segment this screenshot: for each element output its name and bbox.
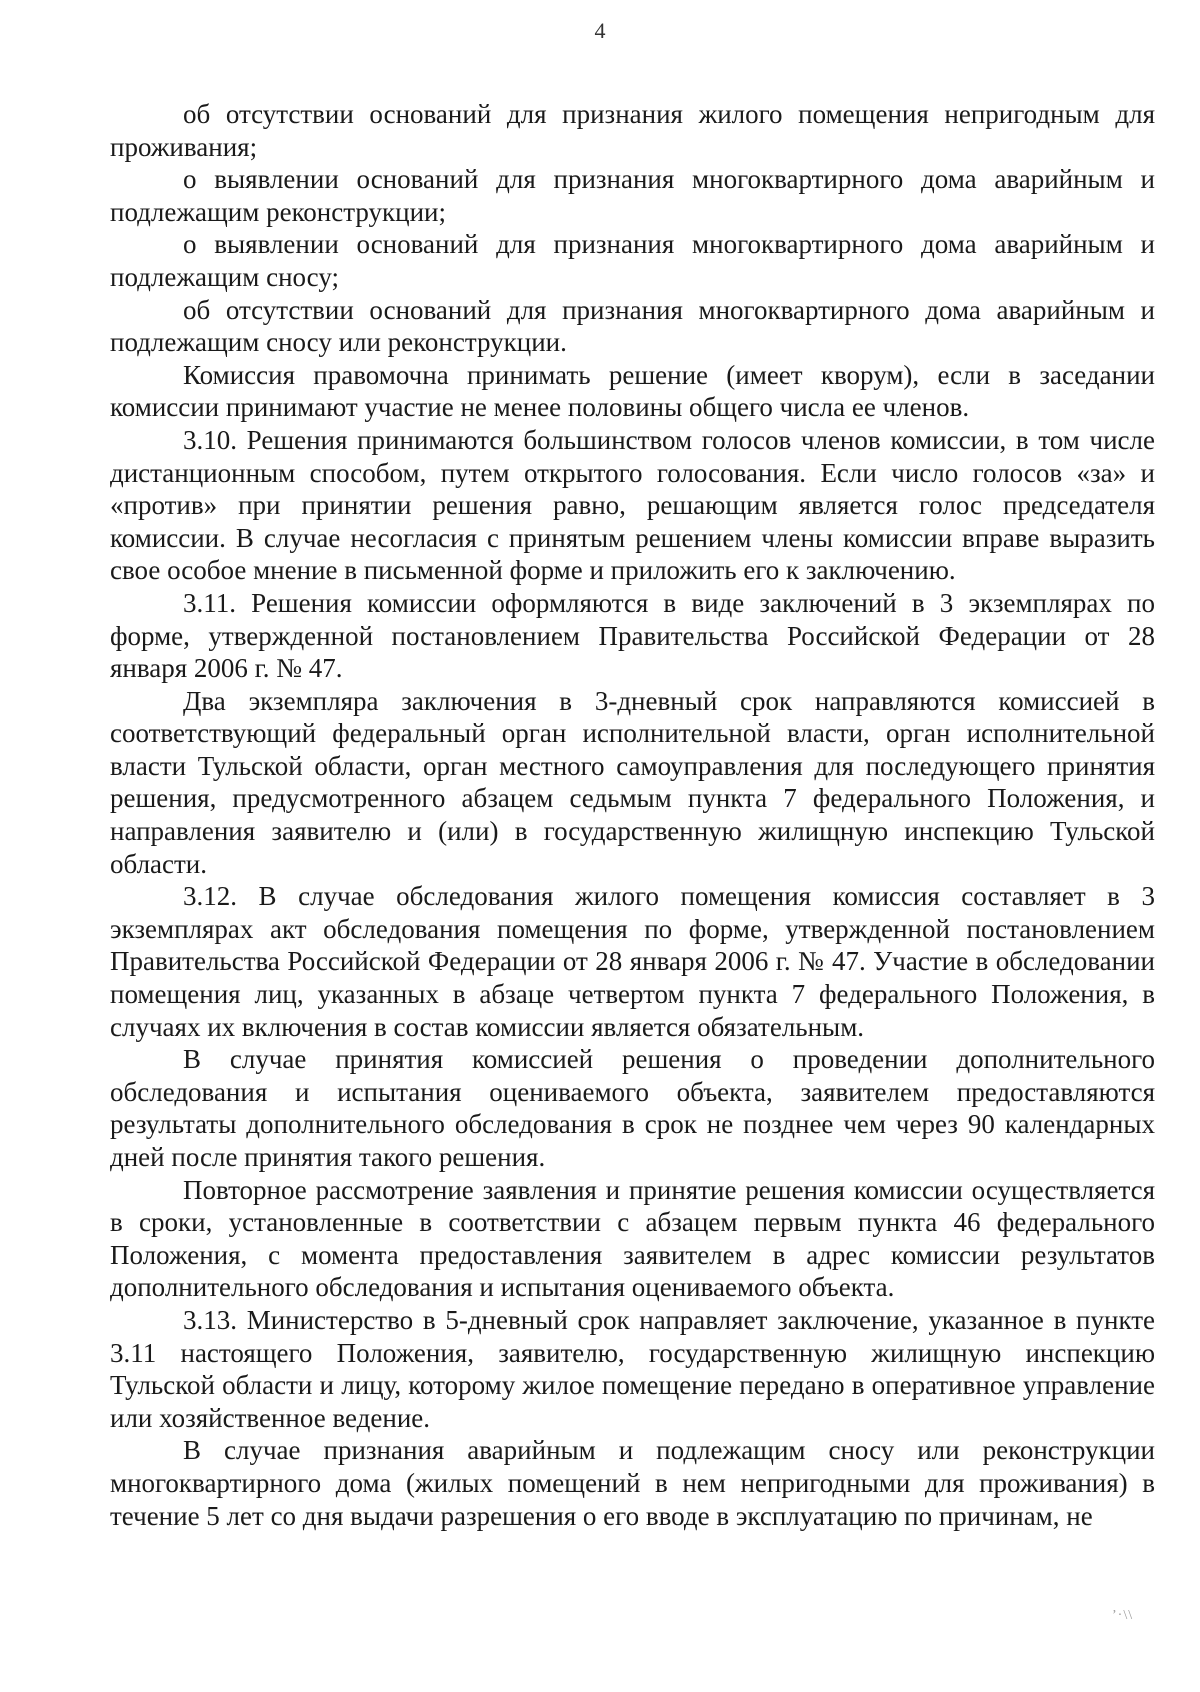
corner-mark: ’·\\: [1112, 1608, 1134, 1623]
paragraph-3-13: 3.13. Министерство в 5-дневный срок направляет заключение, указанное в пункте 3.11 настоящего Положения, заявителю, государственную жилищную инспекцию Тульской области и лицу, которому жилое помещение передано в оперативное управление или хозяйственное ведение.: [110, 1304, 1155, 1433]
paragraph-1: об отсутствии оснований для признания жилого помещения непригодным для проживания;: [110, 99, 1155, 162]
paragraph-3-10: 3.10. Решения принимаются большинством голосов членов комиссии, в том числе дистанционным способом, путем открытого голосования. Если число голосов «за» и «против» при принятии решения равно, решающим является голос председателя комиссии. В случае несогласия с принятым решением члены комиссии вправе выразить свое особое мнение в письменной форме и приложить его к заключению.: [110, 424, 1155, 586]
paragraph-3-12: 3.12. В случае обследования жилого помещения комиссия составляет в 3 экземплярах акт обследования помещения по форме, утвержденной постановлением Правительства Российской Федерации от 28 января 2006 г. № 47. Участие в обследовании помещения лиц, указанных в абзаце четвертом пункта 7 федерального Положения, в случаях их включения в состав комиссии является обязательным.: [110, 881, 1155, 1042]
paragraph-quorum: Комиссия правомочна принимать решение (имеет кворум), если в заседании комиссии принимают участие не менее половины общего числа ее членов.: [110, 359, 1155, 423]
document-body: [110, 98, 1155, 1532]
paragraph-4: об отсутствии оснований для признания многоквартирного дома аварийным и подлежащим сносу или реконструкции.: [110, 294, 1155, 358]
paragraph-additional-inspection: В случае принятия комиссией решения о проведении дополнительного обследования и испытания оцениваемого объекта, заявителем предоставляются результаты дополнительного обследования в срок не позднее чем через 90 календарных дней после принятия такого решения.: [110, 1044, 1155, 1172]
paragraph-repeat-review: Повторное рассмотрение заявления и принятие решения комиссии осуществляется в сроки, установленные в соответствии с абзацем первым пункта 46 федерального Положения, с момента предоставления заявителем в адрес комиссии результатов дополнительного обследования и испытания оцениваемого объекта.: [110, 1174, 1155, 1303]
paragraph-2: о выявлении оснований для признания многоквартирного дома аварийным и подлежащим реконструкции;: [110, 164, 1155, 227]
paragraph-3: о выявлении оснований для признания многоквартирного дома аварийным и подлежащим сносу;: [110, 229, 1155, 292]
paragraph-emergency-case: В случае признания аварийным и подлежащим сносу или реконструкции многоквартирного дома (жилых помещений в нем непригодными для проживания) в течение 5 лет со дня выдачи разрешения о его вводе в эксплуатацию по причинам, не: [110, 1435, 1155, 1531]
page-number: 4: [594, 18, 606, 43]
paragraph-3-11: 3.11. Решения комиссии оформляются в виде заключений в 3 экземплярах по форме, утвержденной постановлением Правительства Российской Федерации от 28 января 2006 г. № 47.: [110, 587, 1155, 684]
paragraph-two-copies: Два экземпляра заключения в 3-дневный срок направляются комиссией в соответствующий федеральный орган исполнительной власти, орган исполнительной власти Тульской области, орган местного самоуправления для последующего принятия решения, предусмотренного абзацем седьмым пункта 7 федерального Положения, и направления заявителю и (или) в государственную жилищную инспекцию Тульской области.: [110, 685, 1155, 879]
